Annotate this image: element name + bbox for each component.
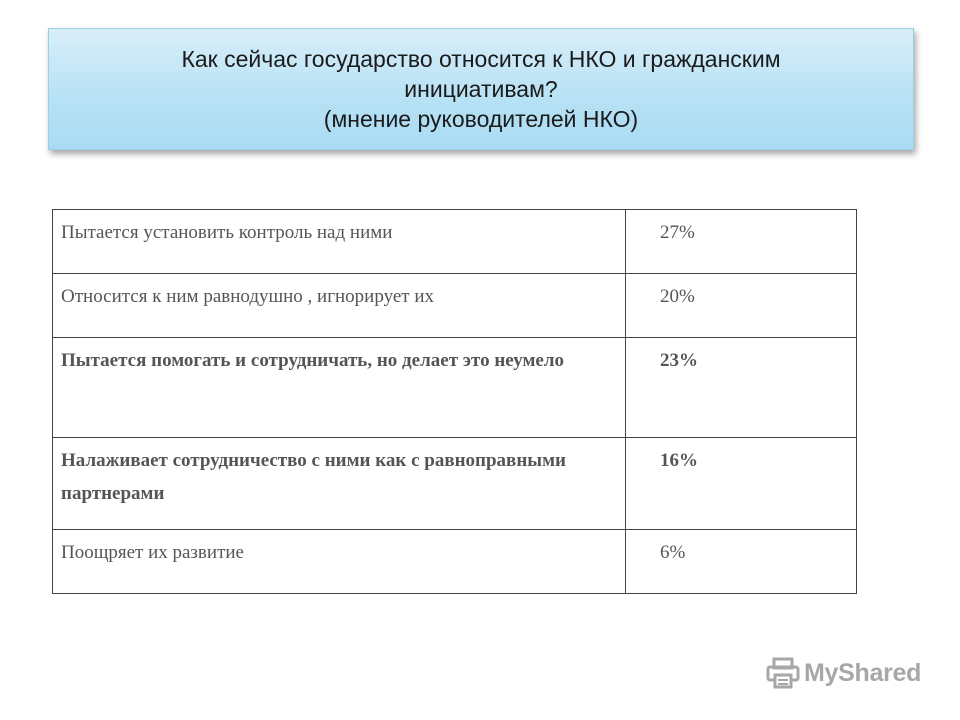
- table-row: [53, 274, 857, 338]
- table-row: [53, 338, 857, 438]
- row-label: Пытается помогать и сотрудничать, но делает это неумело: [53, 338, 626, 438]
- row-value: 20%: [626, 274, 857, 338]
- row-value: 16%: [626, 438, 857, 530]
- watermark-text: MyShared: [804, 658, 922, 687]
- table-row: [53, 530, 857, 594]
- printer-logo-icon: [766, 656, 800, 690]
- title-line-1: Как сейчас государство относится к НКО и гражданским: [181, 46, 781, 72]
- table-row: [53, 210, 857, 274]
- row-label: Поощряет их развитие: [53, 530, 626, 594]
- table-row: [53, 438, 857, 530]
- myshared-watermark: [766, 656, 921, 690]
- title-line-2: инициативам?: [404, 76, 558, 102]
- row-value: 23%: [626, 338, 857, 438]
- row-label: Налаживает сотрудничество с ними как с равноправными партнерами: [53, 438, 626, 530]
- title-banner: [48, 28, 914, 150]
- survey-results-table: [52, 209, 857, 594]
- row-label: Относится к ним равнодушно , игнорирует их: [53, 274, 626, 338]
- row-value: 27%: [626, 210, 857, 274]
- title-subtitle: (мнение руководителей НКО): [323, 106, 639, 132]
- row-value: 6%: [626, 530, 857, 594]
- row-label: Пытается установить контроль над ними: [53, 210, 626, 274]
